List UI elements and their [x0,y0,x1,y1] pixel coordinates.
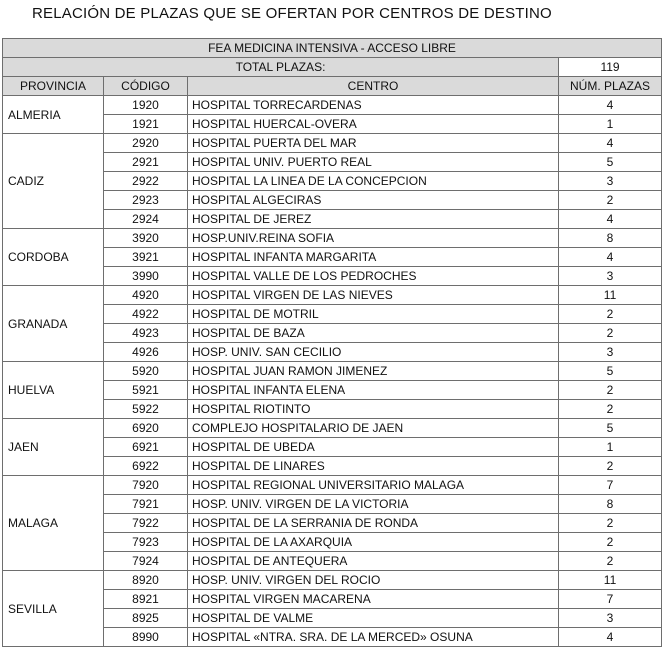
centro-cell: HOSPITAL RIOTINTO [188,400,559,419]
total-value: 119 [559,58,662,77]
table-row [3,362,662,381]
centro-cell: HOSPITAL VIRGEN DE LAS NIEVES [188,286,559,305]
centro-cell: HOSP.UNIV.REINA SOFIA [188,229,559,248]
codigo-cell: 4926 [104,343,188,362]
centro-cell: HOSPITAL DE LA AXARQUIA [188,533,559,552]
table-body [3,96,662,647]
plazas-cell: 3 [559,609,662,628]
centro-cell: COMPLEJO HOSPITALARIO DE JAEN [188,419,559,438]
centro-cell: HOSPITAL VIRGEN MACARENA [188,590,559,609]
plazas-cell: 8 [559,495,662,514]
centro-cell: HOSPITAL DE BAZA [188,324,559,343]
province-cell: ALMERIA [3,96,104,134]
codigo-cell: 6921 [104,438,188,457]
codigo-cell: 2924 [104,210,188,229]
codigo-cell: 8920 [104,571,188,590]
centro-cell: HOSPITAL «NTRA. SRA. DE LA MERCED» OSUNA [188,628,559,647]
codigo-cell: 4922 [104,305,188,324]
centro-cell: HOSPITAL VALLE DE LOS PEDROCHES [188,267,559,286]
centro-cell: HOSPITAL DE LINARES [188,457,559,476]
centro-cell: HOSPITAL REGIONAL UNIVERSITARIO MALAGA [188,476,559,495]
plazas-cell: 5 [559,153,662,172]
province-cell: GRANADA [3,286,104,362]
plazas-cell: 3 [559,343,662,362]
plazas-cell: 1 [559,115,662,134]
page-title: RELACIÓN DE PLAZAS QUE SE OFERTAN POR CENTROS DE DESTINO [32,5,552,22]
centro-cell: HOSPITAL DE UBEDA [188,438,559,457]
province-cell: SEVILLA [3,571,104,647]
column-header-codigo: CÓDIGO [104,77,188,96]
centro-cell: HOSPITAL ALGECIRAS [188,191,559,210]
plazas-cell: 4 [559,134,662,153]
codigo-cell: 5922 [104,400,188,419]
codigo-cell: 1920 [104,96,188,115]
codigo-cell: 5921 [104,381,188,400]
codigo-cell: 5920 [104,362,188,381]
centro-cell: HOSP. UNIV. SAN CECILIO [188,343,559,362]
centro-cell: HOSPITAL INFANTA MARGARITA [188,248,559,267]
centro-cell: HOSPITAL DE ANTEQUERA [188,552,559,571]
codigo-cell: 4920 [104,286,188,305]
table-row [3,134,662,153]
centro-cell: HOSPITAL DE MOTRIL [188,305,559,324]
codigo-cell: 7920 [104,476,188,495]
plazas-cell: 5 [559,419,662,438]
plazas-cell: 2 [559,324,662,343]
codigo-cell: 3921 [104,248,188,267]
codigo-cell: 2920 [104,134,188,153]
plazas-cell: 4 [559,628,662,647]
plazas-cell: 4 [559,96,662,115]
plazas-cell: 2 [559,381,662,400]
plazas-cell: 2 [559,514,662,533]
codigo-cell: 1921 [104,115,188,134]
centro-cell: HOSPITAL JUAN RAMON JIMENEZ [188,362,559,381]
codigo-cell: 3920 [104,229,188,248]
centro-cell: HOSPITAL PUERTA DEL MAR [188,134,559,153]
province-cell: JAEN [3,419,104,476]
table-row [3,286,662,305]
codigo-cell: 2923 [104,191,188,210]
table-row [3,476,662,495]
column-header-centro: CENTRO [188,77,559,96]
plazas-cell: 2 [559,305,662,324]
plazas-table [2,38,662,647]
plazas-cell: 11 [559,571,662,590]
centro-cell: HOSPITAL UNIV. PUERTO REAL [188,153,559,172]
codigo-cell: 6920 [104,419,188,438]
plazas-cell: 4 [559,210,662,229]
plazas-cell: 7 [559,590,662,609]
codigo-cell: 7921 [104,495,188,514]
province-cell: HUELVA [3,362,104,419]
codigo-cell: 7923 [104,533,188,552]
centro-cell: HOSPITAL TORRECARDENAS [188,96,559,115]
centro-cell: HOSP. UNIV. VIRGEN DEL ROCIO [188,571,559,590]
plazas-cell: 5 [559,362,662,381]
plazas-cell: 2 [559,533,662,552]
specialty-header: FEA MEDICINA INTENSIVA - ACCESO LIBRE [3,39,662,58]
centro-cell: HOSPITAL DE JEREZ [188,210,559,229]
plazas-cell: 1 [559,438,662,457]
province-cell: MALAGA [3,476,104,571]
codigo-cell: 4923 [104,324,188,343]
column-header-provincia: PROVINCIA [3,77,104,96]
codigo-cell: 7924 [104,552,188,571]
plazas-cell: 2 [559,552,662,571]
plazas-cell: 3 [559,172,662,191]
plazas-cell: 4 [559,248,662,267]
centro-cell: HOSP. UNIV. VIRGEN DE LA VICTORIA [188,495,559,514]
province-cell: CADIZ [3,134,104,229]
centro-cell: HOSPITAL DE LA SERRANIA DE RONDA [188,514,559,533]
total-label: TOTAL PLAZAS: [3,58,559,77]
plazas-cell: 2 [559,191,662,210]
table-row [3,96,662,115]
centro-cell: HOSPITAL LA LINEA DE LA CONCEPCION [188,172,559,191]
plazas-cell: 7 [559,476,662,495]
codigo-cell: 7922 [104,514,188,533]
codigo-cell: 8921 [104,590,188,609]
table-row [3,571,662,590]
plazas-cell: 11 [559,286,662,305]
plazas-cell: 2 [559,400,662,419]
centro-cell: HOSPITAL INFANTA ELENA [188,381,559,400]
codigo-cell: 2922 [104,172,188,191]
plazas-cell: 8 [559,229,662,248]
codigo-cell: 8925 [104,609,188,628]
centro-cell: HOSPITAL HUERCAL-OVERA [188,115,559,134]
plazas-cell: 3 [559,267,662,286]
codigo-cell: 2921 [104,153,188,172]
province-cell: CORDOBA [3,229,104,286]
codigo-cell: 8990 [104,628,188,647]
plazas-cell: 2 [559,457,662,476]
centro-cell: HOSPITAL DE VALME [188,609,559,628]
table-row [3,419,662,438]
table-row [3,229,662,248]
codigo-cell: 3990 [104,267,188,286]
codigo-cell: 6922 [104,457,188,476]
column-header-plazas: NÚM. PLAZAS [559,77,662,96]
